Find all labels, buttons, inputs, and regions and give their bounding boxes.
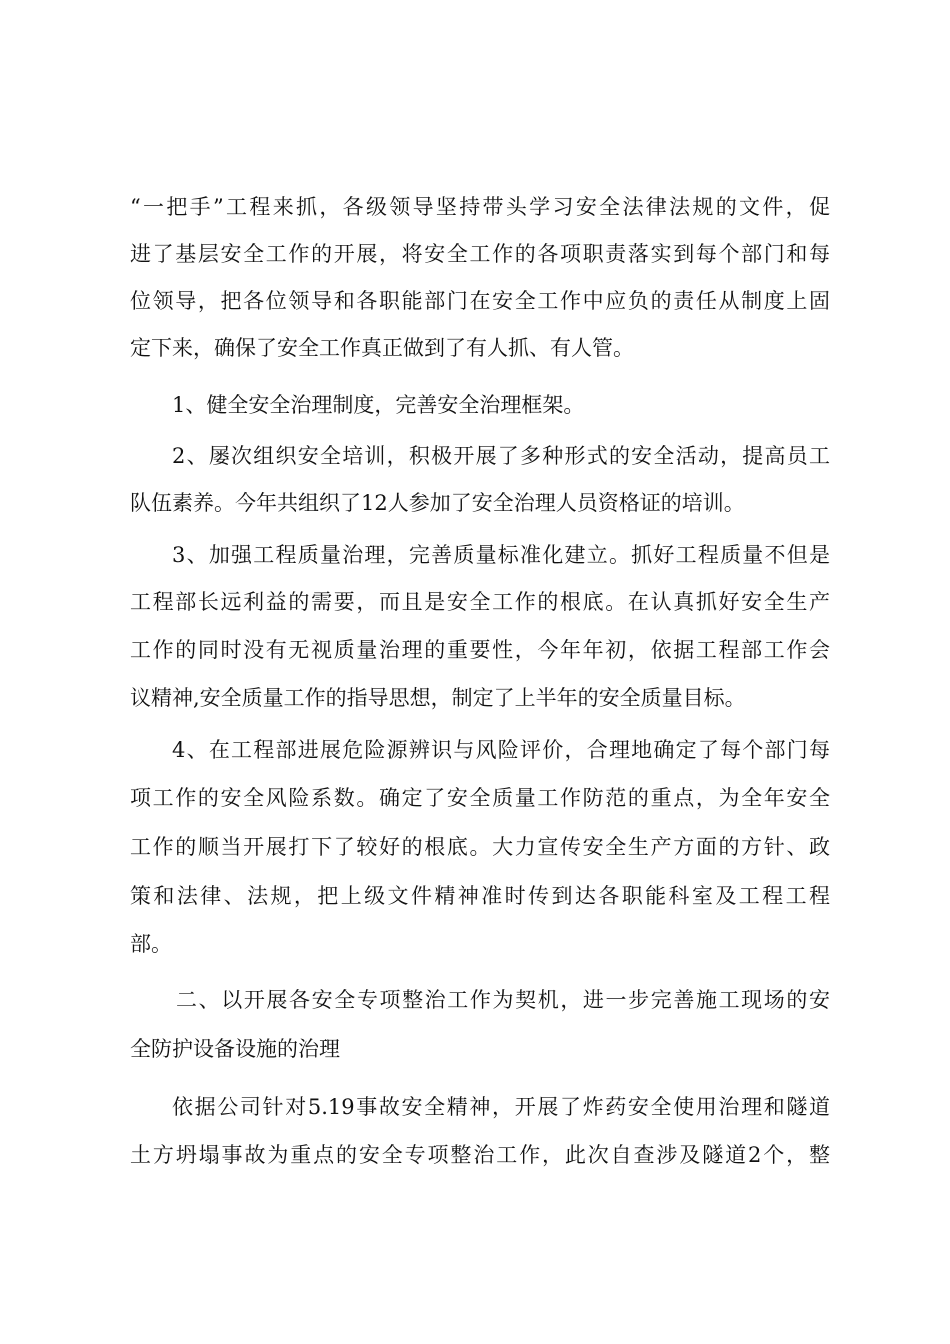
paragraph-line: 定下来，确保了安全工作真正做到了有人抓、有人管。 xyxy=(130,336,634,360)
list-item-3-line: 工作的同时没有无视质量治理的重要性，今年年初，依据工程部工作会 xyxy=(130,638,830,662)
paragraph-line: 进了基层安全工作的开展，将安全工作的各项职责落实到每个部门和每 xyxy=(130,242,830,266)
list-item-2-line: 队伍素养。今年共组织了12人参加了安全治理人员资格证的培训。 xyxy=(130,491,745,515)
section-body-line: 依据公司针对5.19事故安全精神，开展了炸药安全使用治理和隧道 xyxy=(172,1095,830,1119)
section-heading-line: 二、以开展各安全专项整治工作为契机，进一步完善施工现场的安 xyxy=(176,988,830,1012)
list-item-4-line: 项工作的安全风险系数。确定了安全质量工作防范的重点，为全年安全 xyxy=(130,786,830,810)
paragraph-line: 位领导，把各位领导和各职能部门在安全工作中应负的责任从制度上固 xyxy=(130,289,830,313)
list-item-4-line: 工作的顺当开展打下了较好的根底。大力宣传安全生产方面的方针、政 xyxy=(130,835,830,859)
list-item-3-line: 议精神,安全质量工作的指导思想，制定了上半年的安全质量目标。 xyxy=(130,686,746,710)
list-item-4-line: 4、在工程部进展危险源辨识与风险评价，合理地确定了每个部门每 xyxy=(172,738,830,762)
list-item-4-line: 策和法律、法规，把上级文件精神准时传到达各职能科室及工程工程 xyxy=(130,884,830,908)
list-item-1: 1、健全安全治理制度，完善安全治理框架。 xyxy=(172,393,585,417)
list-item-4-line: 部。 xyxy=(130,932,172,956)
list-item-3-line: 工程部长远利益的需要，而且是安全工作的根底。在认真抓好安全生产 xyxy=(130,590,830,614)
paragraph-line: “一把手”工程来抓，各级领导坚持带头学习安全法律法规的文件，促 xyxy=(130,195,830,219)
list-item-2-line: 2、屡次组织安全培训，积极开展了多种形式的安全活动，提高员工 xyxy=(172,444,830,468)
section-heading-line: 全防护设备设施的治理 xyxy=(130,1037,340,1061)
list-item-3-line: 3、加强工程质量治理，完善质量标准化建立。抓好工程质量不但是 xyxy=(172,543,830,567)
section-body-line: 土方坍塌事故为重点的安全专项整治工作，此次自查涉及隧道2个，整 xyxy=(130,1143,830,1167)
